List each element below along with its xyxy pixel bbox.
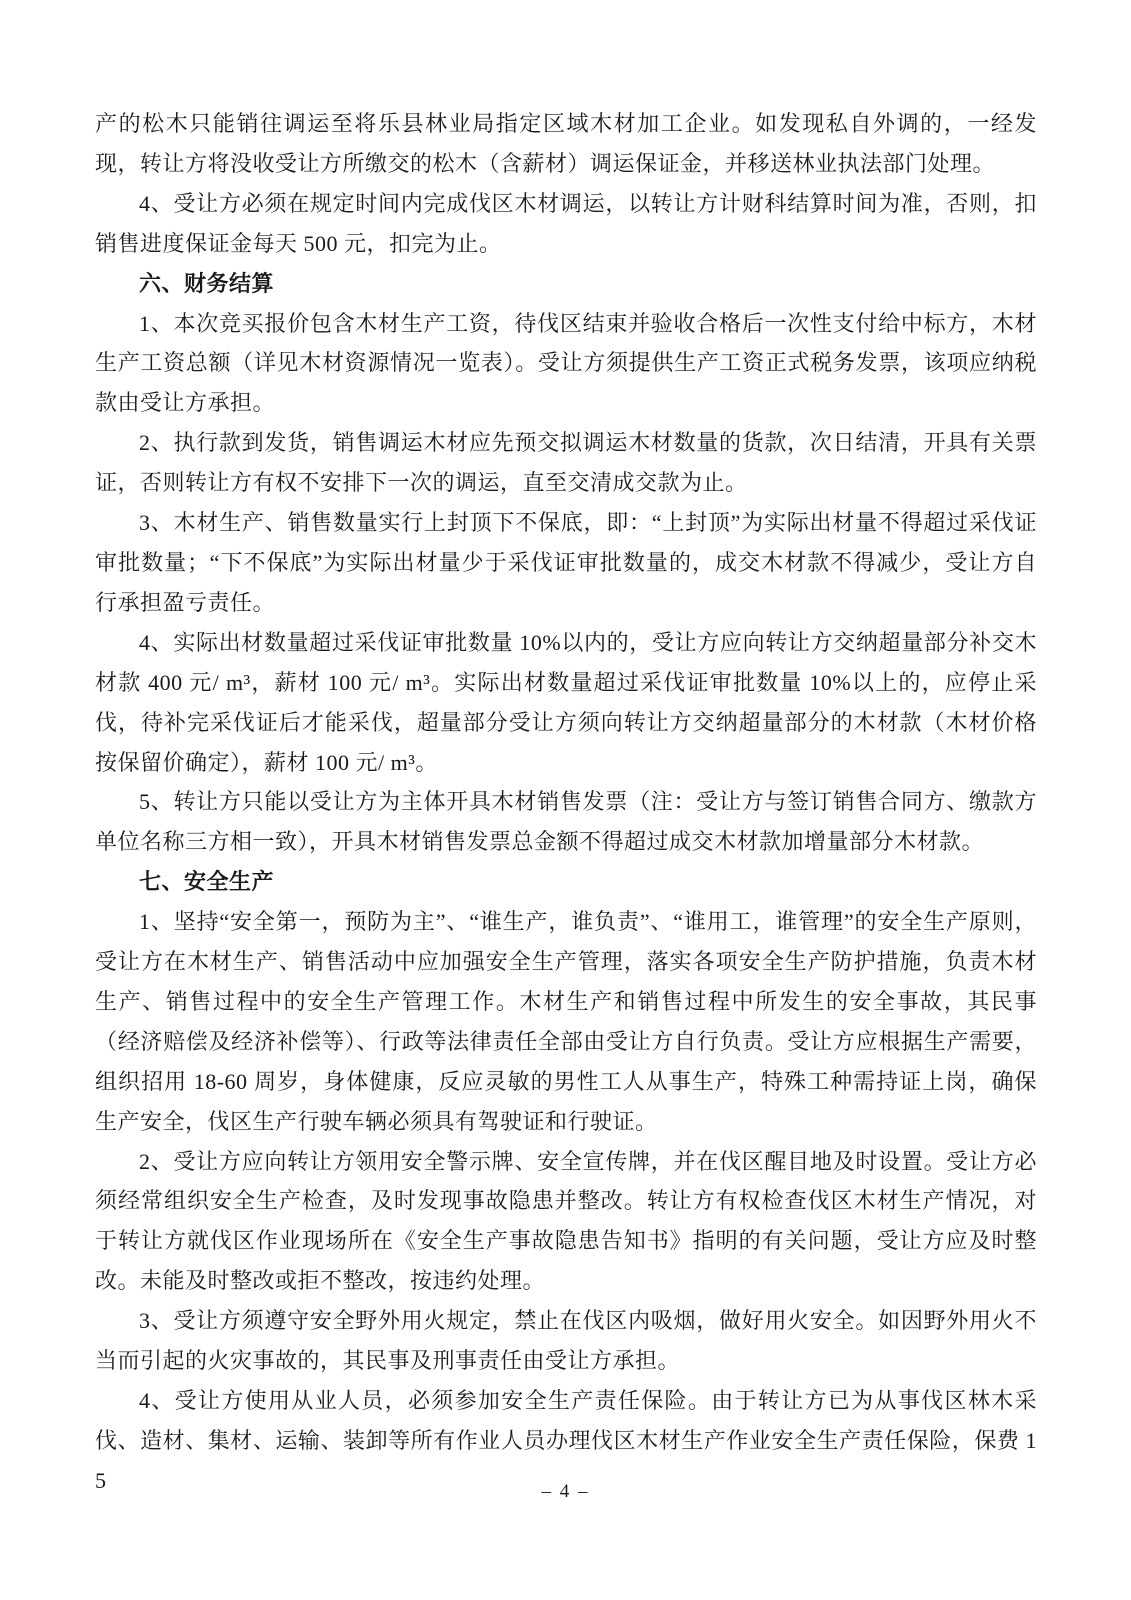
paragraph-finance-item-5: 5、转让方只能以受让方为主体开具木材销售发票（注：受让方与签订销售合同方、缴款方单位名称三方相一致），开具木材销售发票总金额不得超过成交木材款加增量部分木材款。 [95,789,1037,855]
section-heading-safety-production: 七、安全生产 [139,869,275,895]
paragraph-finance-item-2: 2、执行款到发货，销售调运木材应先预交拟调运木材数量的货款，次日结清，开具有关票证，否则转让方有权不安排下一次的调运，直至交清成交款为止。 [95,430,1037,496]
paragraph-finance-item-4: 4、实际出材数量超过采伐证审批数量 10%以内的，受让方应向转让方交纳超量部分补交木材款 400 元/ m³，薪材 100 元/ m³。实际出材数量超过采伐证审批数量 10%以上的，应停止采伐，待补完采伐证后才能采伐，超量部分受让方须向转让方交纳超量部分的木材款（木材价格按保留价确定），薪材 100 元/ m³。 [95,629,1037,775]
paragraph-continuation-timber-dispatch: 产的松木只能销往调运至将乐县林业局指定区域木材加工企业。如发现私自外调的，一经发现，转让方将没收受让方所缴交的松木（含薪材）调运保证金，并移送林业执法部门处理。 [95,111,1037,176]
paragraph-safety-item-4: 4、受让方使用从业人员，必须参加安全生产责任保险。由于转让方已为从事伐区林木采伐、造材、集材、运输、装卸等所有作业人员办理伐区木材生产作业安全生产责任保险，保费 15 [95,1388,1037,1493]
paragraph-safety-item-2: 2、受让方应向转让方领用安全警示牌、安全宣传牌，并在伐区醒目地及时设置。受让方必须经常组织安全生产检查，及时发现事故隐患并整改。转让方有权检查伐区木材生产情况，对于转让方就伐区作业现场所在《安全生产事故隐患告知书》指明的有关问题，受让方应及时整改。未能及时整改或拒不整改，按违约处理。 [95,1148,1037,1294]
page-number: – 4 – [541,1481,590,1502]
paragraph-item-4-dispatch-deadline: 4、受让方必须在规定时间内完成伐区木材调运，以转让方计财科结算时间为准，否则，扣销售进度保证金每天 500 元，扣完为止。 [95,190,1037,256]
paragraph-finance-item-3: 3、木材生产、销售数量实行上封顶下不保底，即：“上封顶”为实际出材量不得超过采伐证审批数量；“下不保底”为实际出材量少于采伐证审批数量的，成交木材款不得减少，受让方自行承担盈亏责任。 [95,510,1037,615]
paragraph-finance-item-1: 1、本次竞买报价包含木材生产工资，待伐区结束并验收合格后一次性支付给中标方，木材生产工资总额（详见木材资源情况一览表）。受让方须提供生产工资正式税务发票，该项应纳税款由受让方承担。 [95,310,1037,416]
paragraph-safety-item-1: 1、坚持“安全第一，预防为主”、“谁生产，谁负责”、“谁用工，谁管理”的安全生产原则，受让方在木材生产、销售活动中应加强安全生产管理，落实各项安全生产防护措施，负责木材生产、销售过程中的安全生产管理工作。木材生产和销售过程中所发生的安全事故，其民事（经济赔偿及经济补偿等）、行政等法律责任全部由受让方自行负责。受让方应根据生产需要，组织招用 18-60 周岁，身体健康，反应灵敏的男性工人从事生产，特殊工种需持证上岗，确保生产安全，伐区生产行驶车辆必须具有驾驶证和行驶证。 [95,909,1037,1134]
paragraph-safety-item-3: 3、受让方须遵守安全野外用火规定，禁止在伐区内吸烟，做好用火安全。如因野外用火不当而引起的火灾事故的，其民事及刑事责任由受让方承担。 [95,1308,1037,1374]
page-footer [0,1481,1131,1503]
section-heading-financial-settlement: 六、财务结算 [139,270,275,296]
